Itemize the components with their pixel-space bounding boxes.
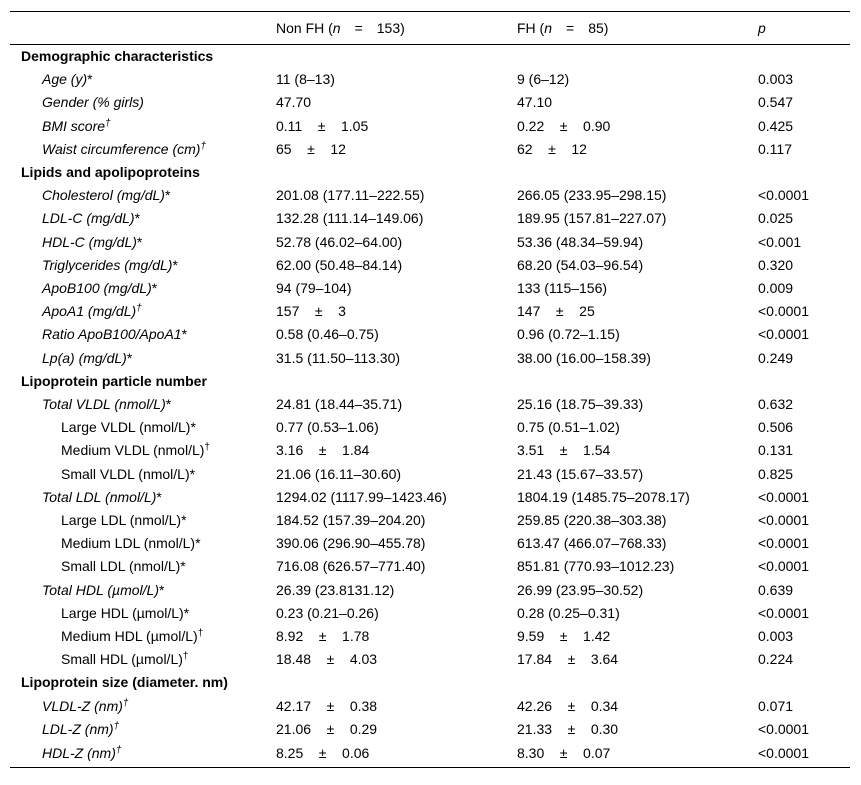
section-header-row <box>10 45 850 69</box>
non-fh-value: 21.06 ± 0.29 <box>276 720 378 737</box>
non-fh-value: 716.08 (626.57–771.40) <box>276 558 426 575</box>
p-value: 0.117 <box>758 140 792 157</box>
non-fh-value: 201.08 (177.11–222.55) <box>276 187 425 204</box>
p-value: 0.071 <box>758 697 794 714</box>
fh-value: 0.75 (0.51–1.02) <box>517 419 620 436</box>
p-value: <0.0001 <box>758 604 809 621</box>
row-label-cell <box>10 718 276 741</box>
table-row <box>10 579 850 602</box>
table-row <box>10 416 850 439</box>
row-label: Age (y) <box>42 71 88 88</box>
fh-value: 47.10 <box>517 94 553 111</box>
asterisk-footnote-mark: * <box>183 604 190 621</box>
row-label-cell <box>10 138 276 161</box>
row-label: Small VLDL (nmol/L) <box>61 465 190 482</box>
table-row <box>10 68 850 91</box>
table-row <box>10 207 850 230</box>
fh-value: 42.26 ± 0.34 <box>517 697 619 714</box>
table-row <box>10 741 850 768</box>
row-label-cell <box>10 68 276 91</box>
row-label-cell <box>10 579 276 602</box>
fh-value: 68.20 (54.03–96.54) <box>517 256 644 273</box>
row-label: Small LDL (nmol/L) <box>61 558 181 575</box>
header-p-value: p <box>758 20 766 36</box>
p-value: 0.009 <box>758 280 794 297</box>
dagger-footnote-mark: † <box>115 745 122 757</box>
table-row <box>10 602 850 625</box>
fh-value: 21.33 ± 0.30 <box>517 720 619 737</box>
non-fh-value: 18.48 ± 4.03 <box>276 651 378 668</box>
row-label-cell <box>10 741 276 768</box>
p-value: 0.003 <box>758 71 794 88</box>
asterisk-footnote-mark: * <box>195 535 201 552</box>
table-row <box>10 463 850 486</box>
row-label-cell <box>10 486 276 509</box>
table-row <box>10 439 850 462</box>
p-value: <0.001 <box>758 233 802 250</box>
fh-value: 9.59 ± 1.42 <box>517 628 611 645</box>
asterisk-footnote-mark: * <box>190 419 196 436</box>
p-value: <0.0001 <box>758 558 809 575</box>
row-label-cell <box>10 207 276 230</box>
non-fh-value: 184.52 (157.39–204.20) <box>276 512 426 529</box>
p-value: 0.632 <box>758 396 794 413</box>
row-label: Waist circumference (cm) <box>42 140 201 157</box>
row-label-cell <box>10 695 276 718</box>
row-label: BMI score <box>42 117 106 134</box>
table-row <box>10 138 850 161</box>
fh-value: 147 ± 25 <box>517 303 595 320</box>
asterisk-footnote-mark: * <box>151 280 158 297</box>
header-row <box>10 12 850 45</box>
non-fh-value: 11 (8–13) <box>276 71 335 88</box>
non-fh-value: 65 ± 12 <box>276 140 346 157</box>
row-label-cell <box>10 463 276 486</box>
table-row <box>10 393 850 416</box>
non-fh-value: 0.23 (0.21–0.26) <box>276 604 379 621</box>
row-label: Gender (% girls) <box>42 94 144 111</box>
asterisk-footnote-mark: * <box>181 326 188 343</box>
fh-value: 851.81 (770.93–1012.23) <box>517 558 675 575</box>
row-label-cell <box>10 532 276 555</box>
fh-value: 9 (6–12) <box>517 71 570 88</box>
row-label-cell <box>10 602 276 625</box>
asterisk-footnote-mark: * <box>164 187 171 204</box>
p-value: <0.0001 <box>758 512 809 529</box>
p-value: <0.0001 <box>758 720 809 737</box>
non-fh-value: 62.00 (50.48–84.14) <box>276 256 403 273</box>
asterisk-footnote-mark: * <box>181 512 187 529</box>
row-label-cell <box>10 91 276 114</box>
dagger-footnote-mark: † <box>105 117 111 129</box>
non-fh-value: 1294.02 (1117.99–1423.46) <box>276 488 447 505</box>
row-label: Total HDL (µmol/L) <box>42 581 159 598</box>
fh-value: 259.85 (220.38–303.38) <box>517 512 667 529</box>
non-fh-value: 390.06 (296.90–455.78) <box>276 535 426 552</box>
fh-value: 26.99 (23.95–30.52) <box>517 581 644 598</box>
row-label-cell <box>10 231 276 254</box>
row-label-cell <box>10 393 276 416</box>
asterisk-footnote-mark: * <box>156 488 162 505</box>
fh-value: 266.05 (233.95–298.15) <box>517 187 667 204</box>
row-label: Small HDL (µmol/L) <box>61 651 183 668</box>
table-row <box>10 486 850 509</box>
p-value: 0.825 <box>758 465 794 482</box>
row-label: Triglycerides (mg/dL) <box>42 256 173 273</box>
section-title: Lipoprotein size (diameter. nm) <box>21 674 228 691</box>
non-fh-value: 8.92 ± 1.78 <box>276 628 370 645</box>
row-label: Lp(a) (mg/dL) <box>42 349 127 366</box>
dagger-footnote-mark: † <box>197 628 204 640</box>
table-row <box>10 115 850 138</box>
section-title: Lipoprotein particle number <box>21 372 207 389</box>
non-fh-value: 21.06 (16.11–30.60) <box>276 465 402 482</box>
table-row <box>10 300 850 323</box>
row-label-cell <box>10 254 276 277</box>
row-label: ApoA1 (mg/dL) <box>42 303 137 320</box>
fh-value: 53.36 (48.34–59.94) <box>517 233 644 250</box>
non-fh-value: 24.81 (18.44–35.71) <box>276 396 403 413</box>
row-label-cell <box>10 300 276 323</box>
row-label: Medium LDL (nmol/L) <box>61 535 196 552</box>
table-row <box>10 625 850 648</box>
results-table <box>10 11 850 768</box>
p-value: <0.0001 <box>758 187 809 204</box>
non-fh-value: 3.16 ± 1.84 <box>276 442 370 459</box>
fh-value: 3.51 ± 1.54 <box>517 442 611 459</box>
row-label: Large VLDL (nmol/L) <box>61 419 191 436</box>
non-fh-value: 52.78 (46.02–64.00) <box>276 233 403 250</box>
fh-value: 133 (115–156) <box>517 280 608 297</box>
row-label: Large LDL (nmol/L) <box>61 512 182 529</box>
table-row <box>10 509 850 532</box>
table-row <box>10 555 850 578</box>
p-value: 0.025 <box>758 210 794 227</box>
row-label: Total LDL (nmol/L) <box>42 488 157 505</box>
p-value: 0.249 <box>758 349 794 366</box>
fh-value: 613.47 (466.07–768.33) <box>517 535 667 552</box>
section-header-row <box>10 161 850 184</box>
row-label-cell <box>10 625 276 648</box>
asterisk-footnote-mark: * <box>180 558 186 575</box>
table-row <box>10 532 850 555</box>
dagger-footnote-mark: † <box>200 140 206 152</box>
p-value: <0.0001 <box>758 535 809 552</box>
fh-value: 0.28 (0.25–0.31) <box>517 604 620 621</box>
dagger-footnote-mark: † <box>113 720 120 732</box>
table-row <box>10 695 850 718</box>
row-label-cell <box>10 115 276 138</box>
non-fh-value: 26.39 (23.8131.12) <box>276 581 395 598</box>
non-fh-value: 157 ± 3 <box>276 303 346 320</box>
p-value: 0.506 <box>758 419 794 436</box>
non-fh-value: 94 (79–104) <box>276 280 352 297</box>
dagger-footnote-mark: † <box>136 303 142 315</box>
p-value: 0.320 <box>758 256 794 273</box>
non-fh-value: 0.77 (0.53–1.06) <box>276 419 379 436</box>
row-label: LDL-Z (nm) <box>42 720 114 737</box>
fh-value: 25.16 (18.75–39.33) <box>517 396 644 413</box>
row-label-cell <box>10 184 276 207</box>
row-label: HDL-C (mg/dL) <box>42 233 137 250</box>
p-value: 0.639 <box>758 581 794 598</box>
table-row <box>10 254 850 277</box>
header-label-column <box>10 12 276 45</box>
dagger-footnote-mark: † <box>204 442 210 454</box>
row-label: LDL-C (mg/dL) <box>42 210 135 227</box>
p-value: <0.0001 <box>758 745 809 762</box>
row-label: Cholesterol (mg/dL) <box>42 187 165 204</box>
p-value: 0.131 <box>758 442 794 459</box>
header-non-fh: Non FH (n = 153) <box>276 20 405 36</box>
row-label: Ratio ApoB100/ApoA1 <box>42 326 182 343</box>
table-row <box>10 718 850 741</box>
header-fh: FH (n = 85) <box>517 20 609 36</box>
fh-value: 0.22 ± 0.90 <box>517 117 611 134</box>
row-label-cell <box>10 323 276 346</box>
row-label: Total VLDL (nmol/L) <box>42 396 166 413</box>
asterisk-footnote-mark: * <box>87 71 93 88</box>
section-title: Lipids and apolipoproteins <box>21 164 200 181</box>
row-label: HDL-Z (nm) <box>42 745 116 762</box>
p-value: 0.425 <box>758 117 794 134</box>
fh-value: 1804.19 (1485.75–2078.17) <box>517 488 690 505</box>
table-row <box>10 184 850 207</box>
asterisk-footnote-mark: * <box>189 465 196 482</box>
table-row <box>10 91 850 114</box>
p-value: <0.0001 <box>758 326 809 343</box>
non-fh-value: 0.58 (0.46–0.75) <box>276 326 379 343</box>
asterisk-footnote-mark: * <box>159 581 165 598</box>
table-row <box>10 231 850 254</box>
row-label: VLDL-Z (nm) <box>42 697 123 714</box>
non-fh-value: 47.70 <box>276 94 312 111</box>
row-label-cell <box>10 416 276 439</box>
non-fh-value: 0.11 ± 1.05 <box>276 117 369 134</box>
row-label-cell <box>10 439 276 462</box>
row-label: ApoB100 (mg/dL) <box>42 280 152 297</box>
fh-value: 62 ± 12 <box>517 140 587 157</box>
table-row <box>10 277 850 300</box>
p-value: <0.0001 <box>758 303 809 320</box>
row-label: Medium HDL (µmol/L) <box>61 628 198 645</box>
row-label-cell <box>10 509 276 532</box>
fh-value: 17.84 ± 3.64 <box>517 651 619 668</box>
p-value: 0.003 <box>758 628 794 645</box>
asterisk-footnote-mark: * <box>136 233 143 250</box>
dagger-footnote-mark: † <box>182 651 189 663</box>
fh-value: 38.00 (16.00–158.39) <box>517 349 651 366</box>
asterisk-footnote-mark: * <box>134 210 141 227</box>
row-label-cell <box>10 555 276 578</box>
row-label: Medium VLDL (nmol/L) <box>61 442 205 459</box>
fh-value: 21.43 (15.67–33.57) <box>517 465 644 482</box>
non-fh-value: 42.17 ± 0.38 <box>276 697 378 714</box>
asterisk-footnote-mark: * <box>172 256 178 273</box>
section-title: Demographic characteristics <box>21 48 214 64</box>
row-label-cell <box>10 648 276 671</box>
p-value: <0.0001 <box>758 488 809 505</box>
asterisk-footnote-mark: * <box>126 349 133 366</box>
row-label-cell <box>10 347 276 370</box>
table-body <box>10 45 850 768</box>
table-row <box>10 323 850 346</box>
section-header-row <box>10 671 850 694</box>
row-label-cell <box>10 277 276 300</box>
p-value: 0.547 <box>758 94 794 111</box>
table-row <box>10 648 850 671</box>
asterisk-footnote-mark: * <box>165 396 172 413</box>
fh-value: 8.30 ± 0.07 <box>517 745 611 762</box>
fh-value: 0.96 (0.72–1.15) <box>517 326 620 343</box>
non-fh-value: 8.25 ± 0.06 <box>276 745 370 762</box>
fh-value: 189.95 (157.81–227.07) <box>517 210 667 227</box>
non-fh-value: 132.28 (111.14–149.06) <box>276 210 424 227</box>
row-label: Large HDL (µmol/L) <box>61 604 184 621</box>
section-header-row <box>10 370 850 393</box>
table-row <box>10 347 850 370</box>
p-value: 0.224 <box>758 651 794 668</box>
dagger-footnote-mark: † <box>122 697 129 709</box>
non-fh-value: 31.5 (11.50–113.30) <box>276 349 401 366</box>
